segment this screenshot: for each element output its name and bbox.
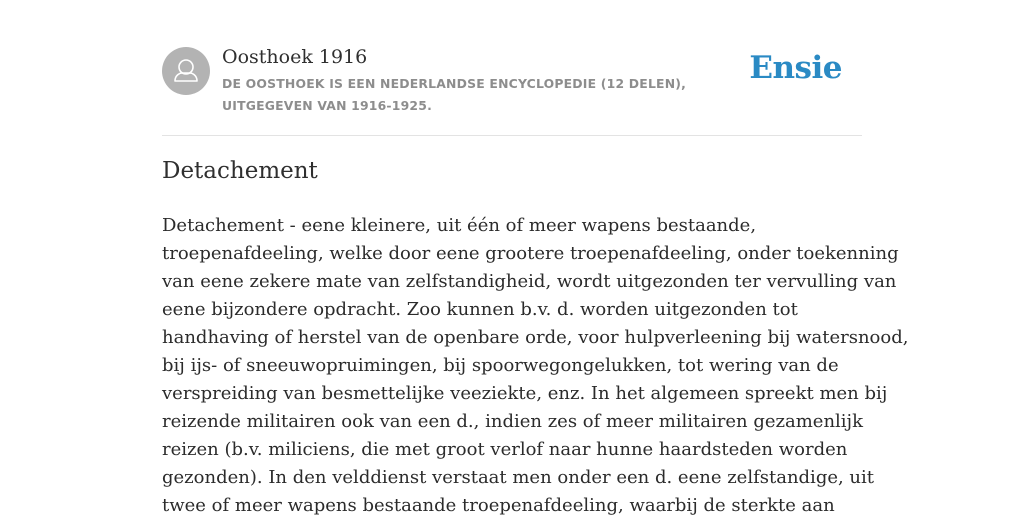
- user-avatar-icon[interactable]: [162, 47, 210, 95]
- article-line: handhaving of herstel van de openbare orde, voor hulpverleening bij watersnood,: [162, 327, 909, 348]
- article-line: bij ijs- of sneeuwopruimingen, bij spoorwegongelukken, tot wering van de: [162, 355, 839, 376]
- article-line: eene bijzondere opdracht. Zoo kunnen b.v. d. worden uitgezonden tot: [162, 299, 798, 320]
- article-line: troepenafdeeling, welke door eene grootere troepenafdeeling, onder toekenning: [162, 243, 899, 264]
- page-container: [162, 0, 909, 516]
- article-line: gezonden). In den velddienst verstaat men onder een d. eene zelfstandige, uit: [162, 467, 875, 488]
- source-title[interactable]: Oosthoek 1916: [222, 46, 368, 68]
- article-line: verspreiding van besmettelijke veeziekte, enz. In het algemeen spreekt men bij: [162, 383, 888, 404]
- ensie-logo[interactable]: Ensie: [749, 50, 842, 86]
- article-line: Detachement - eene kleinere, uit één of meer wapens bestaande,: [162, 215, 757, 236]
- article-line: twee of meer wapens bestaande troepenafdeeling, waarbij de sterkte aan: [162, 495, 835, 516]
- source-header: [162, 0, 862, 136]
- source-description: DE OOSTHOEK IS EEN NEDERLANDSE ENCYCLOPEDIE (12 DELEN), UITGEGEVEN VAN 1916-1925.: [222, 76, 687, 113]
- article-line: van eene zekere mate van zelfstandigheid, wordt uitgezonden ter vervulling van: [162, 271, 897, 292]
- article-line: reizende militairen ook van een d., indien zes of meer militairen gezamenlijk: [162, 411, 864, 432]
- article-body: [162, 212, 909, 520]
- article-line: reizen (b.v. miliciens, die met groot verlof naar hunne haardsteden worden: [162, 439, 848, 460]
- page-title: Detachement: [162, 158, 318, 184]
- person-outline-icon: [162, 47, 210, 95]
